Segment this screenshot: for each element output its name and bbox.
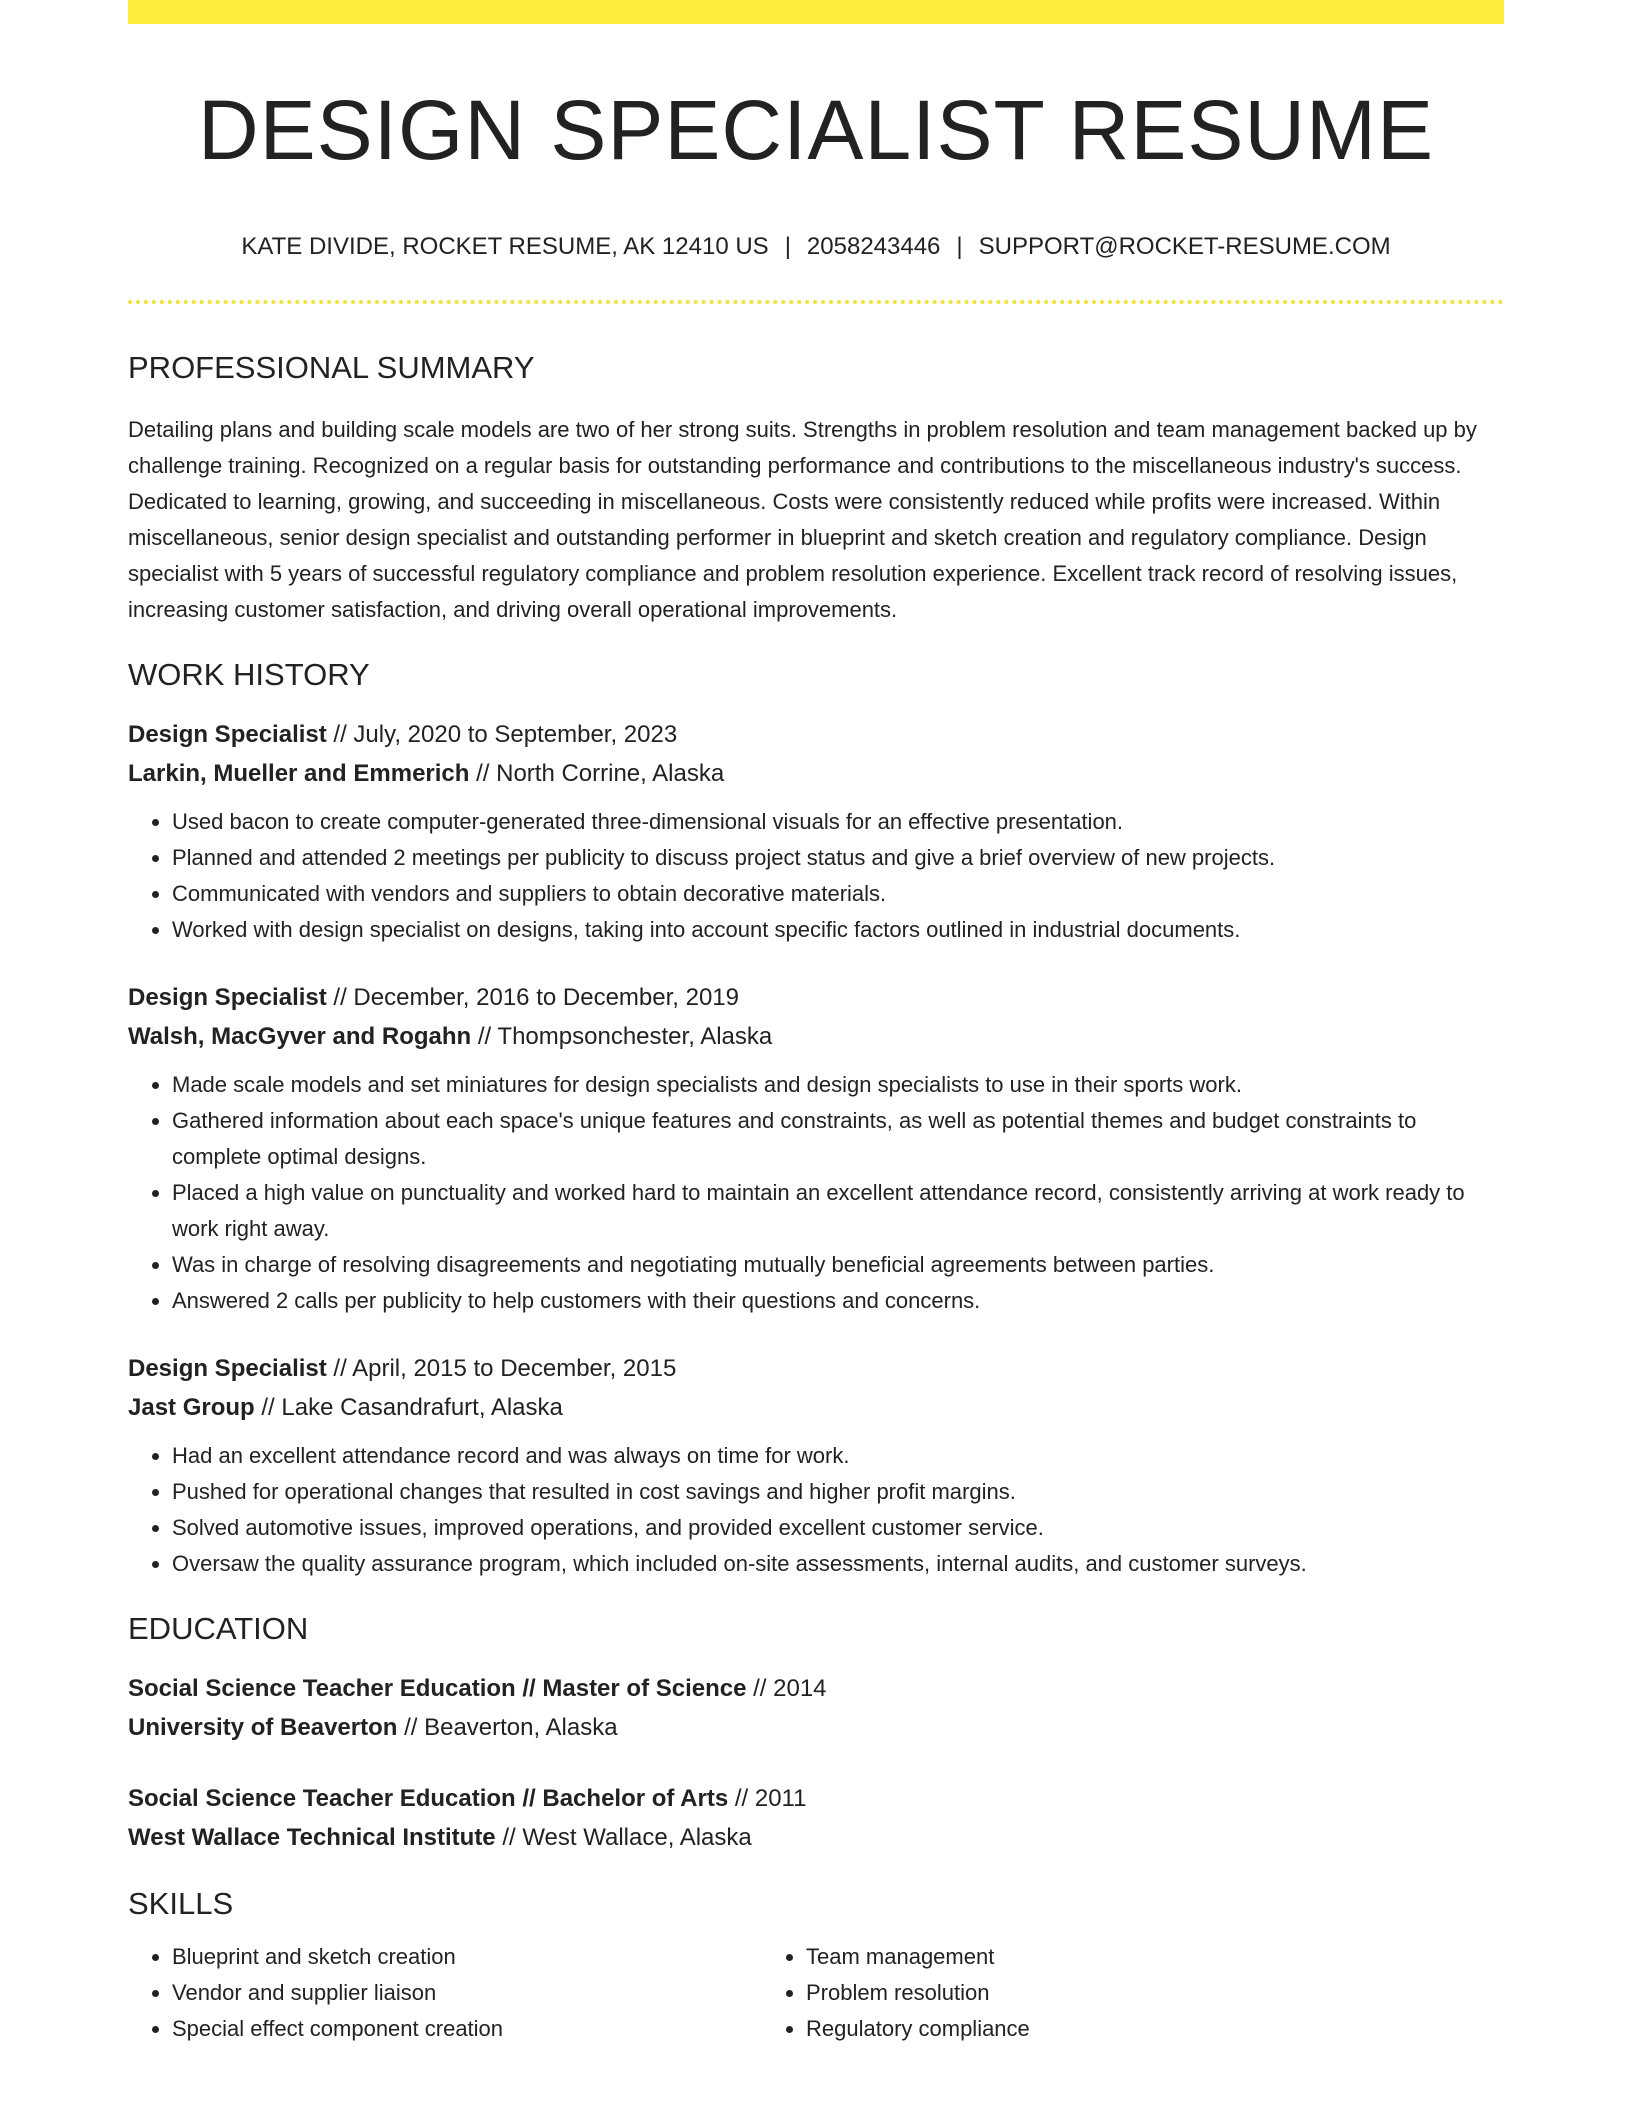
job-entry [128,978,1504,1319]
job-bullet: • Gathered information about each space's unique features and constraints, as well as potential themes and budget constraints to complete optimal designs. [172,1103,1504,1175]
school-location: // Beaverton, Alaska [397,1714,618,1742]
dotted-divider [128,300,1504,304]
skill-item: • Blueprint and sketch creation [172,1939,762,1975]
skills-column-right [762,1939,1396,2047]
page-title: DESIGN SPECIALIST RESUME [197,83,1435,177]
job-entry [128,1349,1504,1582]
job-bullet: • Had an excellent attendance record and was always on time for work. [172,1438,1504,1474]
skill-item: • Special effect component creation [172,2011,762,2047]
contact-separator: | [784,232,791,260]
job-title: Design Specialist [128,1355,327,1383]
job-location: // Thompsonchester, Alaska [471,1023,773,1051]
job-bullets [128,804,1504,948]
job-company: Jast Group [128,1394,255,1422]
skills-column-left [128,1939,762,2047]
school-name: West Wallace Technical Institute [128,1824,496,1852]
job-location: // North Corrine, Alaska [469,760,725,788]
job-company-line [128,754,1504,793]
school-line [128,1818,1504,1857]
education-heading: EDUCATION [128,1611,309,1647]
job-bullet: • Answered 2 calls per publicity to help customers with their questions and concerns. [172,1283,1504,1319]
school-location: // West Wallace, Alaska [495,1824,752,1852]
education-entry [128,1779,1504,1857]
job-company: Walsh, MacGyver and Rogahn [128,1023,472,1051]
job-company-line [128,1388,1504,1427]
job-bullet: • Made scale models and set miniatures for design specialists and design specialists to use in their sports work. [172,1067,1504,1103]
education-entry [128,1669,1504,1747]
graduation-year: // 2014 [746,1675,827,1703]
job-title: Design Specialist [128,721,327,749]
job-dates: // April, 2015 to December, 2015 [326,1355,677,1383]
school-line [128,1708,1504,1747]
resume-page [128,0,1504,2047]
skill-item: • Team management [806,1939,1396,1975]
work-history-heading: WORK HISTORY [128,656,370,692]
skill-item: • Regulatory compliance [806,2011,1396,2047]
skills-heading: SKILLS [128,1886,234,1922]
degree-line [128,1669,1504,1708]
job-bullet: • Worked with design specialist on designs, taking into account specific factors outlined in industrial documents. [172,912,1504,948]
summary-heading: PROFESSIONAL SUMMARY [128,349,535,385]
job-company: Larkin, Mueller and Emmerich [128,760,470,788]
job-title: Design Specialist [128,984,327,1012]
contact-phone: 2058243446 [806,232,941,260]
job-bullet: • Was in charge of resolving disagreements and negotiating mutually beneficial agreements between parties. [172,1247,1504,1283]
accent-bar [128,0,1504,24]
job-bullet: • Communicated with vendors and suppliers to obtain decorative materials. [172,876,1504,912]
job-bullet: • Pushed for operational changes that resulted in cost savings and higher profit margins. [172,1474,1504,1510]
job-bullet: • Planned and attended 2 meetings per publicity to discuss project status and give a brief overview of new projects. [172,840,1504,876]
job-bullets [128,1067,1504,1319]
job-dates: // July, 2020 to September, 2023 [326,721,678,749]
job-dates: // December, 2016 to December, 2019 [326,984,739,1012]
job-title-line [128,978,1504,1017]
skill-item: • Vendor and supplier liaison [172,1975,762,2011]
job-company-line [128,1017,1504,1056]
contact-line [128,231,1504,262]
skills-list [128,1939,1504,2047]
job-title-line [128,1349,1504,1388]
degree: Social Science Teacher Education // Master of Science [128,1675,747,1703]
summary-text: Detailing plans and building scale models are two of her strong suits. Strengths in problem resolution and team management backed up by challenge training. Recognized on a regular basis for outstanding performance and contributions to the miscellaneous industry's success. Dedicated to learning, growing, and succeeding in miscellaneous. Costs were consistently reduced while profits were increased. Within miscellaneous, senior design specialist and outstanding performer in blueprint and sketch creation and regulatory compliance. Design specialist with 5 years of successful regulatory compliance and problem resolution experience. Excellent track record of resolving issues, increasing customer satisfaction, and driving overall operational improvements. [128,416,1477,622]
job-entry [128,715,1504,948]
job-bullet: • Oversaw the quality assurance program, which included on-site assessments, internal audits, and customer surveys. [172,1546,1504,1582]
job-location: // Lake Casandrafurt, Alaska [254,1394,563,1422]
job-bullet: • Placed a high value on punctuality and worked hard to maintain an excellent attendance record, consistently arriving at work ready to work right away. [172,1175,1504,1247]
contact-email: SUPPORT@ROCKET-RESUME.COM [978,232,1391,260]
skill-item: • Problem resolution [806,1975,1396,2011]
degree: Social Science Teacher Education // Bachelor of Arts [128,1785,729,1813]
contact-name-address: KATE DIVIDE, ROCKET RESUME, AK 12410 US [241,232,769,260]
job-title-line [128,715,1504,754]
school-name: University of Beaverton [128,1714,398,1742]
contact-separator: | [956,232,963,260]
job-bullet: • Solved automotive issues, improved operations, and provided excellent customer service. [172,1510,1504,1546]
job-bullet: • Used bacon to create computer-generated three-dimensional visuals for an effective presentation. [172,804,1504,840]
degree-line [128,1779,1504,1818]
graduation-year: // 2011 [728,1785,807,1813]
job-bullets [128,1438,1504,1582]
